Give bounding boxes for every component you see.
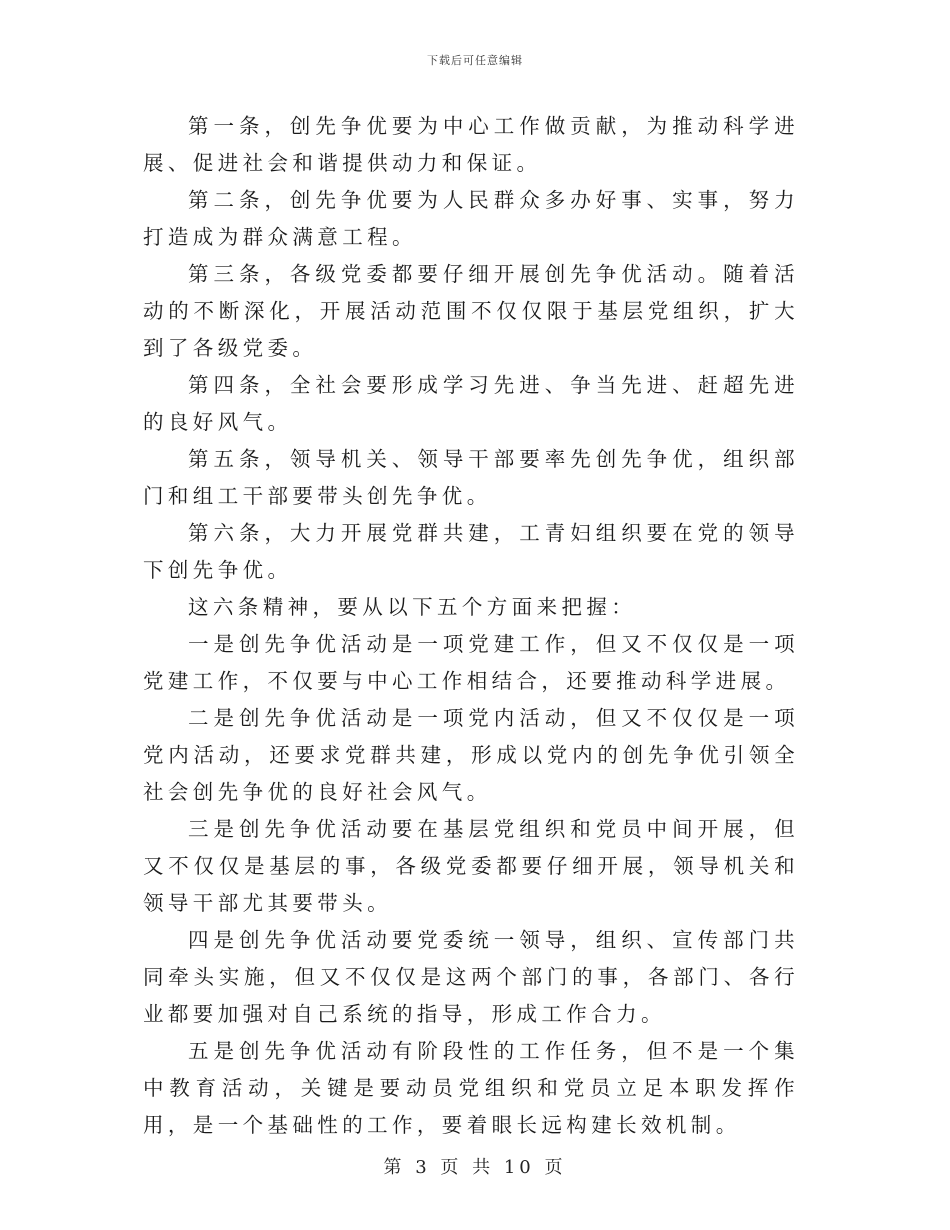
document-body [143,108,799,1144]
paragraph-aspect-1: 一是创先争优活动是一项党建工作，但又不仅仅是一项党建工作，不仅要与中心工作相结合，还要推动科学进展。 [143,632,799,693]
page-header: 下载后可任意编辑 [427,54,523,67]
paragraph-aspect-5: 五是创先争优活动有阶段性的工作任务，但不是一个集中教育活动，关键是要动员党组织和党员立足本职发挥作用，是一个基础性的工作，要着眼长远构建长效机制。 [143,1039,799,1137]
paragraph-article-3: 第三条，各级党委都要仔细开展创先争优活动。随着活动的不断深化，开展活动范围不仅仅限于基层党组织，扩大到了各级党委。 [143,262,799,360]
paragraph-aspect-4: 四是创先争优活动要党委统一领导，组织、宣传部门共同牵头实施，但又不仅仅是这两个部门的事，各部门、各行业都要加强对自己系统的指导，形成工作合力。 [143,928,799,1026]
paragraph-article-1: 第一条，创先争优要为中心工作做贡献，为推动科学进展、促进社会和谐提供动力和保证。 [143,114,799,175]
paragraph-article-5: 第五条，领导机关、领导干部要率先创先争优，组织部门和组工干部要带头创先争优。 [143,447,799,508]
paragraph-intro-five-aspects: 这六条精神，要从以下五个方面来把握： [188,595,637,619]
paragraph-article-6: 第六条，大力开展党群共建，工青妇组织要在党的领导下创先争优。 [143,521,799,582]
paragraph-article-2: 第二条，创先争优要为人民群众多办好事、实事，努力打造成为群众满意工程。 [143,188,799,249]
page-number-footer: 第 3 页 共 10 页 [383,1157,567,1178]
paragraph-article-4: 第四条，全社会要形成学习先进、争当先进、赶超先进的良好风气。 [143,373,799,434]
paragraph-aspect-2: 二是创先争优活动是一项党内活动，但又不仅仅是一项党内活动，还要求党群共建，形成以党内的创先争优引领全社会创先争优的良好社会风气。 [143,706,799,804]
paragraph-aspect-3: 三是创先争优活动要在基层党组织和党员中间开展，但又不仅仅是基层的事，各级党委都要仔细开展，领导机关和领导干部尤其要带头。 [143,817,799,915]
